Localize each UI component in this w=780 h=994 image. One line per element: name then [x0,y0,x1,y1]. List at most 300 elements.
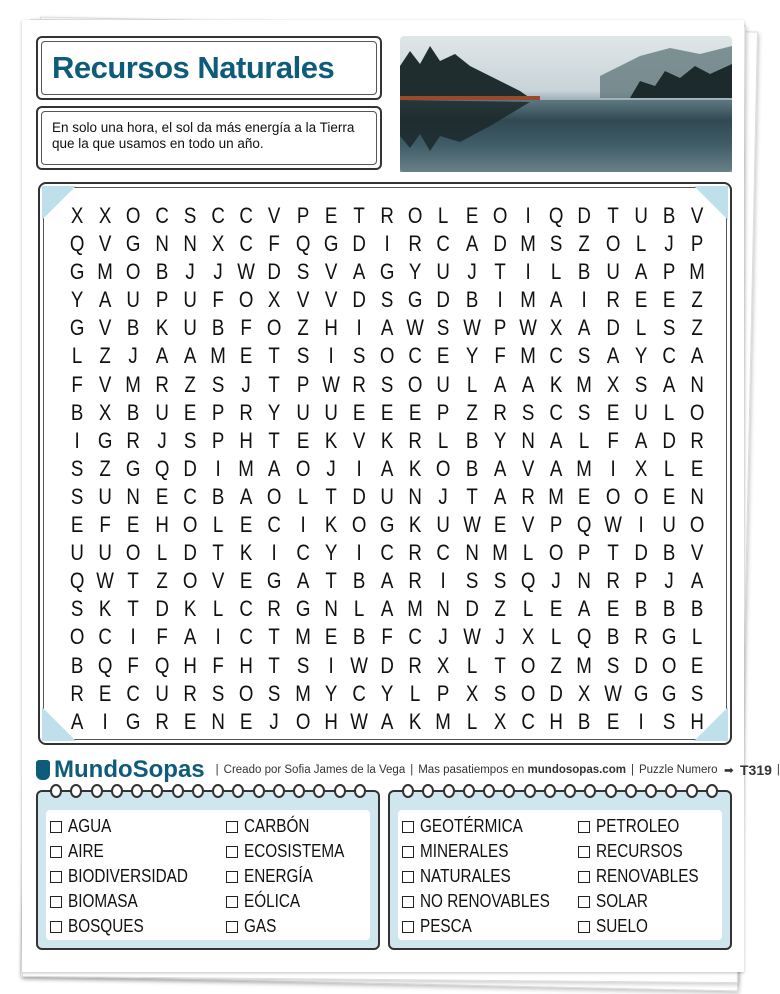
grid-letter[interactable]: B [211,315,225,341]
grid-letter[interactable]: U [436,259,451,285]
grid-letter[interactable]: U [380,483,394,509]
grid-letter[interactable]: B [352,624,366,650]
grid-letter[interactable]: O [549,540,564,566]
grid-letter[interactable]: Y [493,427,507,453]
grid-letter[interactable]: B [465,287,478,313]
grid-letter[interactable]: P [578,540,591,566]
grid-letter[interactable]: L [71,343,83,369]
grid-letter[interactable]: M [576,652,593,678]
grid-letter[interactable]: M [548,483,565,509]
grid-letter[interactable]: Z [99,455,111,481]
grid-letter[interactable]: O [520,652,536,678]
grid-letter[interactable]: E [99,680,112,706]
grid-letter[interactable]: A [634,259,648,285]
grid-letter[interactable]: C [154,203,169,228]
grid-letter[interactable]: S [183,427,197,453]
grid-letter[interactable]: M [407,596,424,622]
grid-letter[interactable]: L [297,483,308,509]
grid-letter[interactable]: I [384,231,390,257]
grid-letter[interactable]: B [662,540,676,566]
grid-letter[interactable]: E [70,512,84,538]
grid-letter[interactable]: Y [634,343,648,369]
word-item[interactable] [50,914,226,939]
grid-letter[interactable]: M [492,540,508,566]
checkbox-icon[interactable] [226,846,238,858]
grid-letter[interactable]: E [409,399,422,425]
grid-letter[interactable]: U [324,399,338,425]
grid-letter[interactable]: B [155,259,168,285]
grid-letter[interactable]: U [70,540,84,566]
grid-letter[interactable]: O [182,568,198,594]
grid-letter[interactable]: S [550,231,563,257]
grid-letter[interactable]: I [638,512,644,538]
grid-letter[interactable]: L [522,540,534,566]
grid-letter[interactable]: S [380,287,394,313]
grid-letter[interactable]: O [238,287,254,313]
grid-letter[interactable]: T [268,427,281,453]
grid-letter[interactable]: D [464,596,479,622]
grid-letter[interactable]: W [96,568,115,594]
grid-letter[interactable]: E [690,455,704,481]
grid-letter[interactable]: O [689,512,705,538]
grid-letter[interactable]: M [520,231,536,257]
grid-letter[interactable]: N [577,568,592,594]
grid-letter[interactable]: G [379,512,395,538]
grid-letter[interactable]: T [494,652,506,678]
grid-letter[interactable]: P [296,371,309,397]
grid-letter[interactable]: P [211,399,225,425]
grid-letter[interactable]: P [493,315,507,341]
grid-letter[interactable]: J [128,343,139,369]
grid-letter[interactable]: O [295,708,310,734]
grid-letter[interactable]: I [356,315,362,341]
grid-letter[interactable]: B [578,259,591,285]
grid-letter[interactable]: C [267,512,282,538]
grid-letter[interactable]: W [603,680,622,706]
grid-letter[interactable]: O [436,455,451,481]
grid-letter[interactable]: T [606,540,619,566]
checkbox-icon[interactable] [578,896,590,908]
grid-letter[interactable]: R [605,568,620,594]
grid-letter[interactable]: S [437,315,450,341]
grid-letter[interactable]: E [606,708,619,734]
grid-letter[interactable]: P [437,399,450,425]
grid-letter[interactable]: A [550,427,563,453]
grid-letter[interactable]: B [606,624,619,650]
grid-letter[interactable]: I [215,455,221,481]
grid-letter[interactable]: O [182,512,198,538]
grid-letter[interactable]: D [352,483,366,509]
grid-letter[interactable]: L [438,203,449,228]
grid-letter[interactable]: A [380,315,394,341]
grid-letter[interactable]: D [154,596,169,622]
grid-letter[interactable]: O [126,203,141,228]
grid-letter[interactable]: C [662,343,676,369]
grid-letter[interactable]: P [550,512,563,538]
grid-letter[interactable]: J [241,371,251,397]
grid-letter[interactable]: J [438,624,449,650]
grid-letter[interactable]: E [239,343,253,369]
grid-letter[interactable]: O [295,455,310,481]
grid-letter[interactable]: Q [154,455,169,481]
grid-letter[interactable]: Z [296,315,309,341]
grid-letter[interactable]: H [549,708,564,734]
grid-letter[interactable]: R [352,371,366,397]
grid-letter[interactable]: G [633,680,649,706]
checkbox-icon[interactable] [578,846,590,858]
grid-letter[interactable]: J [185,259,195,285]
grid-letter[interactable]: P [296,203,309,228]
word-item[interactable] [226,889,366,914]
grid-letter[interactable]: L [438,427,449,453]
grid-letter[interactable]: O [126,540,141,566]
grid-letter[interactable]: E [127,512,140,538]
grid-letter[interactable]: G [126,231,141,257]
grid-letter[interactable]: U [154,680,169,706]
word-item[interactable] [226,814,366,839]
grid-letter[interactable]: L [156,540,167,566]
grid-letter[interactable]: S [211,680,225,706]
grid-letter[interactable]: E [662,483,676,509]
grid-letter[interactable]: F [494,343,506,369]
grid-letter[interactable]: C [352,680,366,706]
grid-letter[interactable]: D [352,287,366,313]
grid-letter[interactable]: U [662,512,676,538]
grid-letter[interactable]: I [328,652,334,678]
grid-letter[interactable]: S [578,399,591,425]
grid-letter[interactable]: L [410,680,421,706]
grid-letter[interactable]: P [690,231,704,257]
grid-letter[interactable]: R [408,231,423,257]
grid-letter[interactable]: I [74,427,80,453]
grid-letter[interactable]: G [295,596,310,622]
grid-letter[interactable]: V [521,512,535,538]
grid-letter[interactable]: X [550,315,563,341]
grid-letter[interactable]: A [380,568,394,594]
grid-letter[interactable]: E [437,343,450,369]
grid-letter[interactable]: M [97,259,114,285]
grid-letter[interactable]: X [465,680,478,706]
grid-letter[interactable]: K [550,371,563,397]
grid-letter[interactable]: D [662,427,676,453]
grid-letter[interactable]: B [465,427,478,453]
grid-letter[interactable]: C [408,343,423,369]
grid-letter[interactable]: S [465,568,478,594]
grid-letter[interactable]: M [294,624,311,650]
grid-letter[interactable]: S [268,680,281,706]
word-item[interactable] [578,914,718,939]
word-item[interactable] [578,839,718,864]
checkbox-icon[interactable] [402,896,414,908]
grid-letter[interactable]: U [634,203,648,228]
grid-letter[interactable]: U [183,287,197,313]
grid-letter[interactable]: M [520,287,536,313]
grid-letter[interactable]: D [183,540,197,566]
grid-letter[interactable]: V [690,203,704,228]
grid-letter[interactable]: S [352,343,366,369]
grid-letter[interactable]: B [662,596,676,622]
grid-letter[interactable]: G [98,427,113,453]
grid-letter[interactable]: P [662,259,676,285]
grid-letter[interactable]: Y [268,399,281,425]
grid-letter[interactable]: T [127,596,140,622]
grid-letter[interactable]: I [215,624,221,650]
grid-letter[interactable]: U [436,371,451,397]
grid-letter[interactable]: D [380,652,394,678]
grid-letter[interactable]: E [183,708,197,734]
grid-letter[interactable]: I [102,708,108,734]
word-item[interactable] [50,839,226,864]
grid-letter[interactable]: T [325,483,337,509]
grid-letter[interactable]: O [69,624,85,650]
grid-letter[interactable]: L [551,624,562,650]
grid-letter[interactable]: I [525,203,531,228]
grid-letter[interactable]: A [380,455,394,481]
grid-letter[interactable]: O [605,231,620,257]
grid-letter[interactable]: C [126,680,141,706]
word-item[interactable] [50,889,226,914]
grid-letter[interactable]: L [212,512,224,538]
grid-letter[interactable]: I [299,512,306,538]
grid-letter[interactable]: E [239,512,253,538]
grid-letter[interactable]: A [99,287,112,313]
grid-letter[interactable]: A [550,287,563,313]
grid-letter[interactable]: K [380,427,394,453]
word-item[interactable] [402,914,578,939]
grid-letter[interactable]: K [239,540,253,566]
grid-letter[interactable]: U [98,483,113,509]
grid-letter[interactable]: F [381,624,393,650]
grid-letter[interactable]: O [520,680,536,706]
grid-letter[interactable]: L [466,652,477,678]
grid-letter[interactable]: B [127,315,140,341]
grid-letter[interactable]: H [154,512,169,538]
grid-letter[interactable]: S [662,708,676,734]
grid-letter[interactable]: F [155,624,168,650]
grid-letter[interactable]: L [353,596,365,622]
word-item[interactable] [226,914,366,939]
grid-letter[interactable]: S [634,371,648,397]
grid-letter[interactable]: D [605,315,620,341]
word-item[interactable] [50,864,226,889]
grid-letter[interactable]: E [606,596,619,622]
grid-letter[interactable]: O [126,259,141,285]
grid-letter[interactable]: K [324,427,338,453]
word-item[interactable] [402,814,578,839]
grid-letter[interactable]: Q [520,568,536,594]
grid-letter[interactable]: A [380,596,394,622]
grid-letter[interactable]: N [154,231,169,257]
grid-letter[interactable]: N [408,483,423,509]
grid-letter[interactable]: G [126,455,141,481]
grid-letter[interactable]: R [408,568,423,594]
grid-letter[interactable]: Y [324,540,338,566]
grid-letter[interactable]: Z [578,231,591,257]
grid-letter[interactable]: A [493,483,507,509]
grid-letter[interactable]: L [212,596,224,622]
grid-letter[interactable]: V [690,540,704,566]
grid-letter[interactable]: Z [465,399,478,425]
grid-letter[interactable]: V [211,568,225,594]
grid-letter[interactable]: Z [494,596,506,622]
grid-letter[interactable]: A [578,596,591,622]
grid-letter[interactable]: S [211,371,225,397]
grid-letter[interactable]: B [634,596,648,622]
grid-letter[interactable]: U [605,259,620,285]
checkbox-icon[interactable] [578,871,590,883]
grid-letter[interactable]: J [156,427,167,453]
grid-letter[interactable]: T [465,483,478,509]
grid-letter[interactable]: B [352,568,366,594]
grid-letter[interactable]: Z [691,287,703,313]
grid-letter[interactable]: A [296,568,309,594]
word-item[interactable] [578,889,718,914]
grid-letter[interactable]: R [634,624,648,650]
grid-letter[interactable]: C [239,624,253,650]
grid-letter[interactable]: U [295,399,310,425]
word-item[interactable] [402,839,578,864]
grid-letter[interactable]: G [69,259,85,285]
grid-letter[interactable]: S [662,315,676,341]
grid-letter[interactable]: Q [577,512,592,538]
grid-letter[interactable]: O [379,343,395,369]
grid-letter[interactable]: S [70,483,84,509]
grid-letter[interactable]: I [356,455,362,481]
grid-letter[interactable]: N [211,708,225,734]
grid-letter[interactable]: C [549,399,564,425]
grid-letter[interactable]: C [239,231,253,257]
grid-letter[interactable]: C [211,203,225,228]
grid-letter[interactable]: U [634,399,648,425]
grid-letter[interactable]: E [606,399,619,425]
grid-letter[interactable]: C [549,343,564,369]
grid-letter[interactable]: J [269,708,280,734]
grid-letter[interactable]: L [635,315,647,341]
grid-letter[interactable]: T [606,203,619,228]
grid-letter[interactable]: E [239,568,253,594]
grid-letter[interactable]: A [662,371,676,397]
grid-letter[interactable]: A [380,708,394,734]
grid-letter[interactable]: R [239,399,253,425]
grid-letter[interactable]: D [267,259,282,285]
grid-letter[interactable]: A [521,371,535,397]
grid-letter[interactable]: G [323,231,339,257]
grid-letter[interactable]: J [664,568,674,594]
grid-letter[interactable]: C [183,483,197,509]
grid-letter[interactable]: R [267,596,282,622]
grid-letter[interactable]: P [211,427,225,453]
grid-letter[interactable]: K [409,708,422,734]
grid-letter[interactable]: R [605,287,620,313]
grid-letter[interactable]: Z [184,371,196,397]
checkbox-icon[interactable] [50,896,62,908]
grid-letter[interactable]: Q [69,568,85,594]
grid-letter[interactable]: V [521,455,535,481]
grid-letter[interactable]: Q [577,624,592,650]
grid-letter[interactable]: R [493,399,507,425]
grid-letter[interactable]: K [409,455,422,481]
grid-letter[interactable]: B [662,203,676,228]
grid-letter[interactable]: F [606,427,619,453]
letter-grid[interactable] [63,202,711,736]
grid-letter[interactable]: O [408,371,423,397]
grid-letter[interactable]: Q [154,652,169,678]
grid-letter[interactable]: D [577,203,592,228]
grid-letter[interactable]: K [155,315,168,341]
grid-letter[interactable]: Y [70,287,84,313]
grid-letter[interactable]: P [437,680,450,706]
grid-letter[interactable]: A [183,624,197,650]
grid-letter[interactable]: O [408,203,423,228]
grid-letter[interactable]: B [578,708,591,734]
checkbox-icon[interactable] [402,871,414,883]
grid-letter[interactable]: E [690,652,704,678]
grid-letter[interactable]: D [549,680,564,706]
grid-letter[interactable]: S [296,652,309,678]
grid-letter[interactable]: C [295,540,310,566]
grid-letter[interactable]: T [127,568,140,594]
grid-letter[interactable]: D [352,231,366,257]
grid-letter[interactable]: D [634,540,648,566]
grid-letter[interactable]: X [99,399,112,425]
grid-letter[interactable]: R [154,708,169,734]
grid-letter[interactable]: R [380,203,394,228]
grid-letter[interactable]: B [70,652,84,678]
grid-letter[interactable]: S [70,596,84,622]
grid-letter[interactable]: C [408,624,423,650]
grid-letter[interactable]: G [379,259,395,285]
grid-letter[interactable]: D [183,455,197,481]
grid-letter[interactable]: N [521,427,535,453]
grid-letter[interactable]: M [576,371,593,397]
grid-letter[interactable]: L [692,624,703,650]
grid-letter[interactable]: M [125,371,142,397]
grid-letter[interactable]: O [633,483,649,509]
grid-letter[interactable]: A [690,343,704,369]
grid-letter[interactable]: S [183,203,197,228]
grid-letter[interactable]: U [436,512,451,538]
checkbox-icon[interactable] [226,921,238,933]
grid-letter[interactable]: N [436,596,451,622]
grid-letter[interactable]: V [296,287,309,313]
grid-letter[interactable]: F [71,371,83,397]
grid-letter[interactable]: E [465,203,478,228]
grid-letter[interactable]: J [326,455,336,481]
grid-letter[interactable]: G [69,315,85,341]
checkbox-icon[interactable] [226,821,238,833]
word-item[interactable] [578,814,718,839]
grid-letter[interactable]: X [268,287,281,313]
grid-letter[interactable]: E [324,624,338,650]
grid-letter[interactable]: T [268,652,281,678]
grid-letter[interactable]: F [212,287,224,313]
grid-letter[interactable]: T [268,343,281,369]
grid-letter[interactable]: T [325,568,337,594]
grid-letter[interactable]: S [296,259,309,285]
grid-letter[interactable]: E [352,399,366,425]
grid-letter[interactable]: W [519,315,537,341]
grid-letter[interactable]: S [690,680,704,706]
grid-letter[interactable]: L [663,455,675,481]
grid-letter[interactable]: J [495,624,505,650]
grid-letter[interactable]: W [603,512,622,538]
grid-letter[interactable]: A [183,343,197,369]
grid-letter[interactable]: E [578,483,591,509]
grid-letter[interactable]: R [70,680,84,706]
grid-letter[interactable]: J [213,259,223,285]
grid-letter[interactable]: A [155,343,168,369]
grid-letter[interactable]: O [605,483,620,509]
